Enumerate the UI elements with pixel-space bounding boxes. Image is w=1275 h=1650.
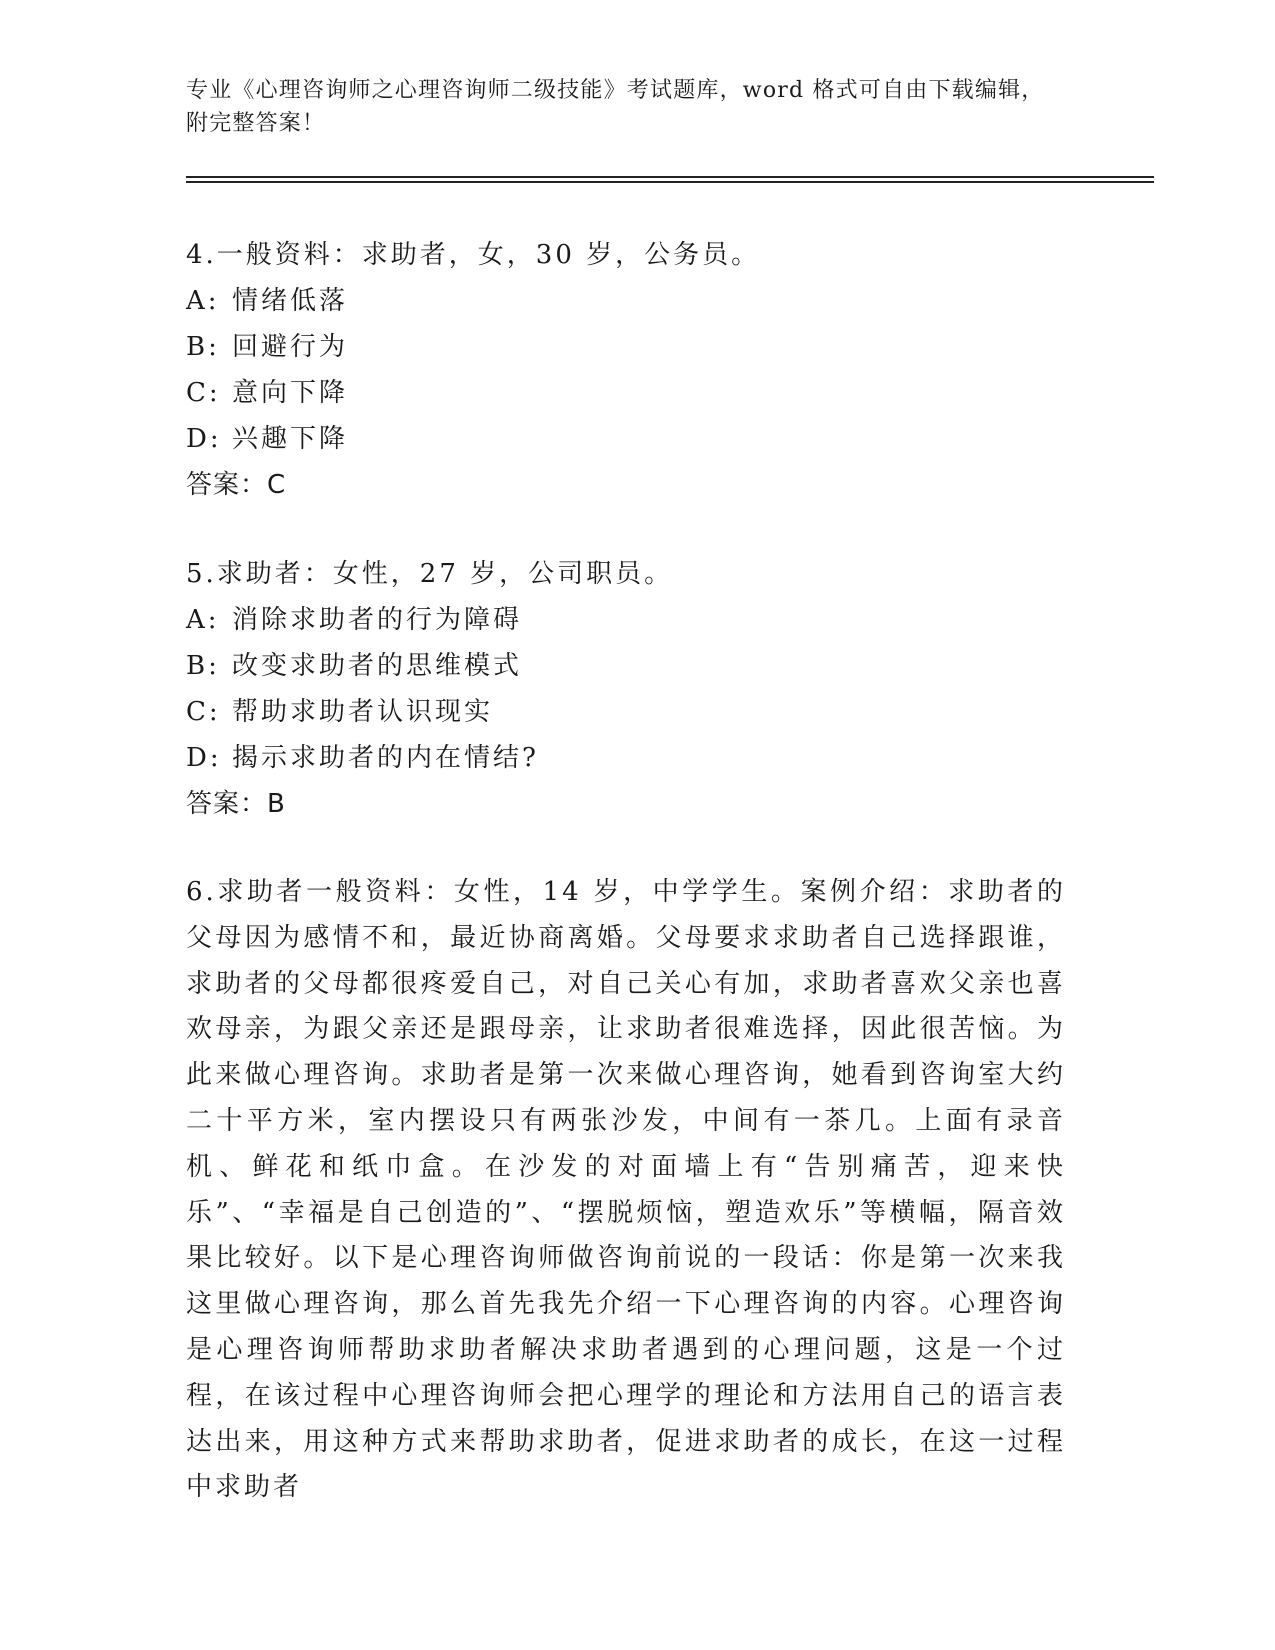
option-d bbox=[186, 735, 673, 781]
option-letter: D: bbox=[186, 743, 222, 773]
option-letter: C: bbox=[186, 697, 221, 727]
option-letter: B: bbox=[186, 651, 220, 681]
question-5 bbox=[186, 551, 673, 827]
question-stem: 6.求助者一般资料：女性，14 岁，中学学生。案例介绍：求助者的父母因为感情不和，最近协商离婚。父母要求求助者自己选择跟谁，求助者的父母都很疼爱自己，对自己关心有加，求助者喜欢父亲也喜欢母亲，为跟父亲还是跟母亲，让求助者很难选择，因此很苦恼。为此来做心理咨询。求助者是第一次来做心理咨询，她看到咨询室大约二十平方米，室内摆设只有两张沙发，中间有一茶几。上面有录音机、鲜花和纸巾盒。在沙发的对面墙上有“告别痛苦，迎来快乐”、“幸福是自己创造的”、“摆脱烦恼，塑造欢乐”等横幅，隔音效果比较好。以下是心理咨询师做咨询前说的一段话：你是第一次来我这里做心理咨询，那么首先我先介绍一下心理咨询的内容。心理咨询是心理咨询师帮助求助者解决求助者遇到的心理问题，这是一个过程，在该过程中心理咨询师会把心理学的理论和方法用自己的语言表达出来，用这种方式来帮助求助者，促进求助者的成长，在这一过程中求助者 bbox=[186, 877, 1066, 1503]
option-text: 揭示求助者的内在情结? bbox=[232, 743, 539, 773]
answer-line: 答案：B bbox=[186, 789, 286, 819]
option-a bbox=[186, 597, 673, 643]
option-text: 情绪低落 bbox=[232, 286, 349, 316]
question-6 bbox=[186, 870, 1066, 1511]
question-4 bbox=[186, 232, 760, 508]
option-text: 消除求助者的行为障碍 bbox=[232, 605, 523, 635]
question-stem: 5.求助者：女性，27 岁，公司职员。 bbox=[186, 559, 674, 589]
option-text: 帮助求助者认识现实 bbox=[232, 697, 494, 727]
option-d bbox=[186, 416, 760, 462]
document-header: 专业《心理咨询师之心理咨询师二级技能》考试题库，word 格式可自由下载编辑，附完整答案！ bbox=[186, 78, 1045, 136]
option-a bbox=[186, 278, 760, 324]
option-letter: D: bbox=[186, 424, 222, 454]
option-text: 改变求助者的思维模式 bbox=[232, 651, 523, 681]
option-text: 意向下降 bbox=[232, 378, 349, 408]
header-divider-bottom bbox=[186, 181, 1154, 183]
answer-line: 答案：C bbox=[186, 470, 287, 500]
option-letter: C: bbox=[186, 378, 221, 408]
option-c bbox=[186, 370, 760, 416]
option-b bbox=[186, 643, 673, 689]
option-b bbox=[186, 324, 760, 370]
option-text: 回避行为 bbox=[232, 332, 349, 362]
question-stem: 4.一般资料：求助者，女，30 岁，公务员。 bbox=[186, 240, 761, 270]
option-letter: B: bbox=[186, 332, 220, 362]
header-divider-top bbox=[186, 176, 1154, 178]
option-text: 兴趣下降 bbox=[232, 424, 349, 454]
option-c bbox=[186, 689, 673, 735]
option-letter: A: bbox=[186, 605, 220, 635]
option-letter: A: bbox=[186, 286, 220, 316]
